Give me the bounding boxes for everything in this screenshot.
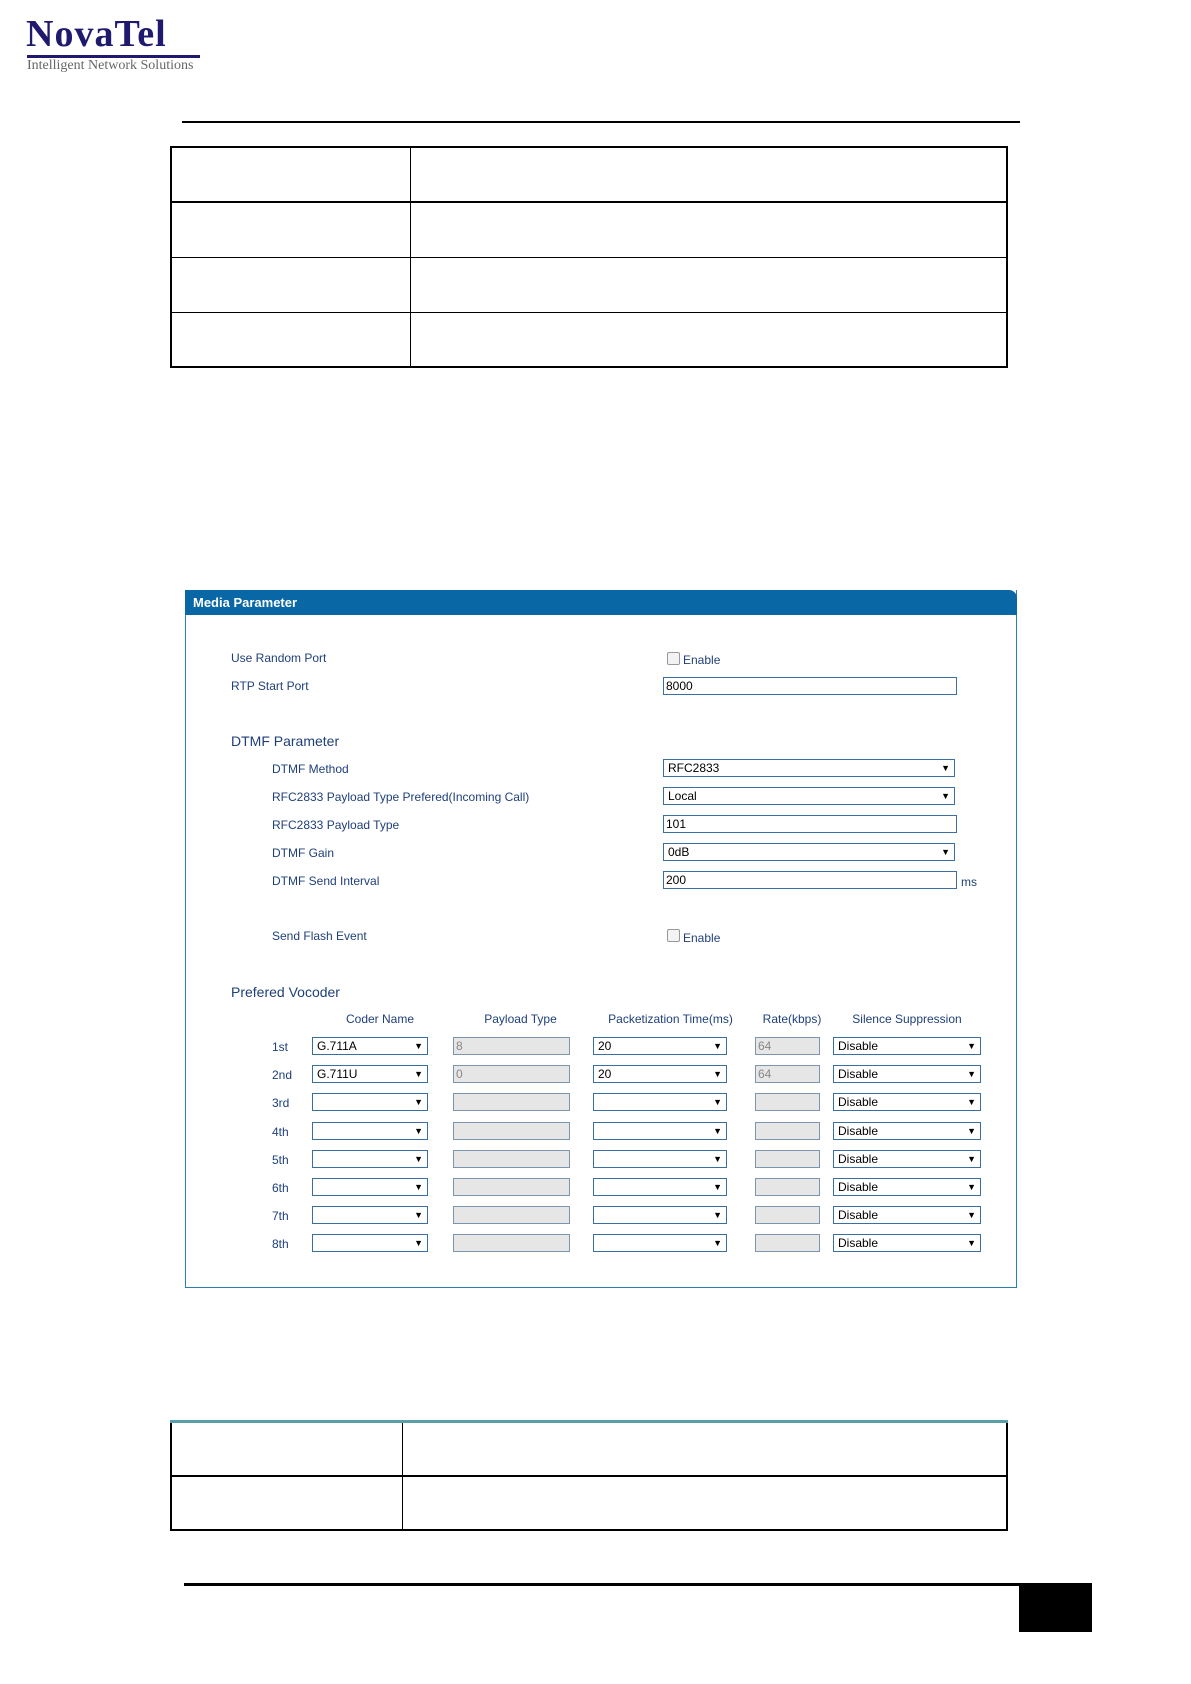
- rtp-start-port-input[interactable]: 8000: [663, 677, 957, 695]
- vocoder-ptime-select[interactable]: [593, 1234, 727, 1252]
- header-coder-name: Coder Name: [345, 1012, 415, 1026]
- vocoder-ptime-value: 20: [598, 1067, 612, 1082]
- bottom-table: [170, 1420, 1008, 1531]
- dtmf-gain-select[interactable]: [663, 843, 955, 861]
- vocoder-ptime-select[interactable]: [593, 1150, 727, 1168]
- vocoder-ptime-select[interactable]: [593, 1122, 727, 1140]
- chevron-down-icon: ▼: [414, 1069, 423, 1080]
- chevron-down-icon: ▼: [967, 1182, 976, 1192]
- vocoder-row-ordinal: 2nd: [272, 1068, 293, 1083]
- vocoder-silence-select[interactable]: [833, 1206, 981, 1224]
- chevron-down-icon: ▼: [941, 847, 950, 857]
- chevron-down-icon: ▼: [713, 1210, 722, 1221]
- vocoder-section-title: Prefered Vocoder: [231, 984, 340, 1000]
- page-number-box: [1019, 1583, 1092, 1632]
- chevron-down-icon: ▼: [713, 1125, 722, 1136]
- vocoder-silence-select[interactable]: [833, 1122, 981, 1140]
- vocoder-silence-select[interactable]: [833, 1037, 981, 1055]
- vocoder-row-ordinal: 3rd: [272, 1096, 290, 1111]
- chevron-down-icon: ▼: [713, 1069, 722, 1080]
- vocoder-silence-value: Disable: [838, 1039, 879, 1053]
- vocoder-ptime-select[interactable]: [593, 1093, 727, 1111]
- vocoder-silence-select[interactable]: [833, 1150, 981, 1168]
- logo-tagline: Intelligent Network Solutions: [27, 58, 194, 73]
- dtmf-gain-label: DTMF Gain: [272, 846, 335, 860]
- dtmf-method-label: DTMF Method: [272, 762, 349, 776]
- vocoder-silence-value: Disable: [838, 1236, 879, 1251]
- vocoder-rate-input: [755, 1206, 820, 1224]
- vocoder-ptime-select[interactable]: [593, 1037, 727, 1055]
- rtp-start-port-label: RTP Start Port: [231, 679, 309, 693]
- vocoder-row-ordinal: 5th: [272, 1152, 289, 1167]
- chevron-down-icon: ▼: [967, 1153, 976, 1164]
- send-flash-label: Send Flash Event: [272, 929, 367, 943]
- dtmf-method-value: RFC2833: [668, 761, 720, 775]
- chevron-down-icon: ▼: [967, 1041, 976, 1051]
- header-rule: [182, 121, 1020, 123]
- header-payload-type: Payload Type: [484, 1012, 557, 1026]
- vocoder-ptime-select[interactable]: [593, 1206, 727, 1224]
- chevron-down-icon: ▼: [713, 1153, 722, 1164]
- vocoder-payload-input: [453, 1122, 570, 1140]
- top-table: [170, 146, 1008, 368]
- chevron-down-icon: ▼: [713, 1182, 722, 1192]
- chevron-down-icon: ▼: [414, 1238, 423, 1249]
- vocoder-rate-input: [755, 1122, 820, 1140]
- chevron-down-icon: ▼: [414, 1125, 423, 1136]
- vocoder-payload-input: 8: [453, 1037, 570, 1055]
- send-flash-enable-label: Enable: [683, 931, 721, 945]
- vocoder-coder-select[interactable]: [312, 1093, 428, 1111]
- vocoder-payload-input: [453, 1093, 570, 1111]
- vocoder-silence-select[interactable]: [833, 1234, 981, 1252]
- novatel-logo: NovaTel: [26, 13, 167, 55]
- vocoder-silence-value: Disable: [838, 1151, 879, 1166]
- vocoder-silence-select[interactable]: [833, 1178, 981, 1196]
- vocoder-row-ordinal: 1st: [272, 1040, 289, 1054]
- vocoder-coder-select[interactable]: [312, 1037, 428, 1055]
- header-rate: Rate(kbps): [762, 1012, 822, 1026]
- vocoder-rate-input: 64: [755, 1037, 820, 1055]
- footer-rule: [184, 1583, 1020, 1586]
- vocoder-payload-input: [453, 1178, 570, 1196]
- vocoder-rate-input: [755, 1234, 820, 1252]
- header-packetization-time: Packetization Time(ms): [608, 1012, 733, 1026]
- vocoder-silence-value: Disable: [838, 1180, 879, 1194]
- use-random-port-checkbox[interactable]: [667, 652, 680, 665]
- use-random-port-label: Use Random Port: [231, 651, 327, 665]
- vocoder-payload-input: [453, 1234, 570, 1252]
- chevron-down-icon: ▼: [967, 1125, 976, 1136]
- vocoder-silence-value: Disable: [838, 1095, 879, 1110]
- chevron-down-icon: ▼: [941, 763, 950, 773]
- vocoder-rate-input: [755, 1093, 820, 1111]
- payload-pref-value: Local: [668, 789, 697, 803]
- chevron-down-icon: ▼: [713, 1097, 722, 1108]
- vocoder-rate-input: 64: [755, 1065, 820, 1083]
- vocoder-row-ordinal: 4th: [272, 1124, 289, 1139]
- send-interval-label: DTMF Send Interval: [272, 874, 380, 888]
- vocoder-silence-value: Disable: [838, 1208, 879, 1223]
- vocoder-payload-input: [453, 1150, 570, 1168]
- use-random-port-enable-label: Enable: [683, 653, 721, 667]
- vocoder-coder-value: G.711A: [317, 1039, 357, 1053]
- dtmf-section-title: DTMF Parameter: [231, 733, 340, 749]
- vocoder-coder-select[interactable]: [312, 1206, 428, 1224]
- chevron-down-icon: ▼: [713, 1041, 722, 1051]
- payload-pref-label: RFC2833 Payload Type Prefered(Incoming Call): [272, 790, 530, 804]
- chevron-down-icon: ▼: [713, 1238, 722, 1249]
- vocoder-rate-input: [755, 1150, 820, 1168]
- panel-title: Media Parameter: [185, 590, 1017, 615]
- chevron-down-icon: ▼: [967, 1097, 976, 1108]
- chevron-down-icon: ▼: [941, 791, 950, 801]
- vocoder-ptime-select[interactable]: [593, 1065, 727, 1083]
- chevron-down-icon: ▼: [967, 1238, 976, 1249]
- vocoder-coder-select[interactable]: [312, 1065, 428, 1083]
- vocoder-ptime-select[interactable]: [593, 1178, 727, 1196]
- header-silence-suppression: Silence Suppression: [852, 1012, 962, 1026]
- vocoder-coder-select[interactable]: [312, 1150, 428, 1168]
- vocoder-silence-select[interactable]: [833, 1065, 981, 1083]
- chevron-down-icon: ▼: [414, 1210, 423, 1221]
- vocoder-row-ordinal: 7th: [272, 1209, 289, 1224]
- dtmf-method-select[interactable]: [663, 759, 955, 777]
- vocoder-row-ordinal: 8th: [272, 1237, 289, 1252]
- vocoder-rate-input: [755, 1178, 820, 1196]
- vocoder-silence-select[interactable]: [833, 1093, 981, 1111]
- chevron-down-icon: ▼: [967, 1069, 976, 1080]
- payload-type-label: RFC2833 Payload Type: [272, 818, 400, 832]
- vocoder-ptime-value: 20: [598, 1039, 612, 1053]
- vocoder-coder-select[interactable]: [312, 1122, 428, 1140]
- vocoder-row-ordinal: 6th: [272, 1181, 289, 1195]
- payload-pref-select[interactable]: [663, 787, 955, 805]
- send-flash-checkbox[interactable]: [667, 929, 680, 942]
- vocoder-coder-value: G.711U: [317, 1067, 358, 1082]
- send-interval-unit: ms: [961, 875, 977, 889]
- chevron-down-icon: ▼: [414, 1182, 423, 1192]
- vocoder-coder-select[interactable]: [312, 1234, 428, 1252]
- dtmf-gain-value: 0dB: [668, 845, 690, 859]
- vocoder-silence-value: Disable: [838, 1123, 879, 1138]
- vocoder-coder-select[interactable]: [312, 1178, 428, 1196]
- chevron-down-icon: ▼: [414, 1041, 423, 1051]
- chevron-down-icon: ▼: [414, 1153, 423, 1164]
- vocoder-silence-value: Disable: [838, 1067, 879, 1082]
- chevron-down-icon: ▼: [414, 1097, 423, 1108]
- vocoder-payload-input: 0: [453, 1065, 570, 1083]
- chevron-down-icon: ▼: [967, 1210, 976, 1221]
- payload-type-input[interactable]: 101: [663, 815, 957, 833]
- vocoder-payload-input: [453, 1206, 570, 1224]
- send-interval-input[interactable]: 200: [663, 871, 957, 889]
